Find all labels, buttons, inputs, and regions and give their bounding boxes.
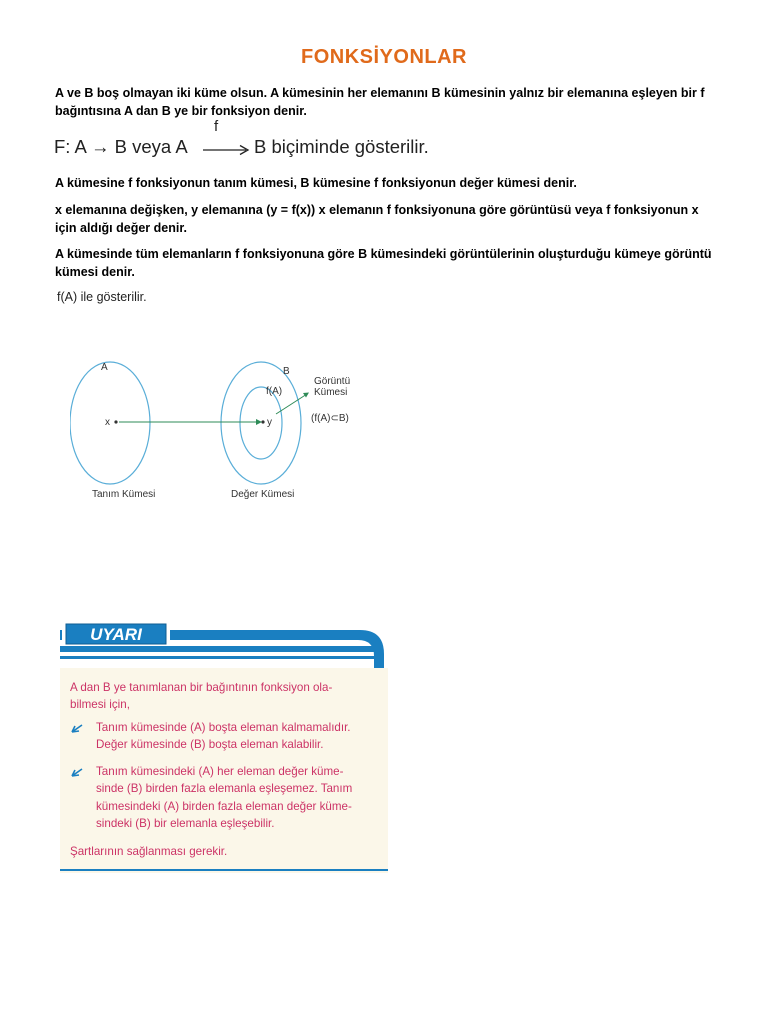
long-arrow-icon [202,144,252,156]
paragraph-variable: x elemanına değişken, y elemanına (y = f(x)) x elemanın f fonksiyonuna göre görüntüsü veya f fonksiyonun x için aldığı değer denir. [55,203,699,235]
set-b-label: B [283,366,290,377]
warning-bottom-rule [60,869,388,871]
set-b-ellipse [221,362,301,484]
image-set-label: f(A) [266,386,283,397]
goruntu-label-line2: Kümesi [314,387,348,398]
paragraph-definition: A ve B boş olmayan iki küme olsun. A kümesinin her elemanını B kümesinin yalnız bir elemanına eşleyen bir f bağıntısına A dan B ye bir fonksiyon denir. [55,86,705,118]
goruntu-pointer-line [276,394,307,414]
check-bullet-icon [71,723,83,735]
warning-intro-line2: bilmesi için, [70,698,130,711]
domain-caption: Tanım Kümesi [92,489,156,500]
x-label: x [105,417,110,428]
set-a-ellipse [70,362,150,484]
warning-intro-line1: A dan B ye tanımlanan bir bağıntının fonksiyon ola- [70,681,333,694]
page-title: FONKSİYONLAR [301,46,467,68]
warning-header [60,618,388,668]
warning-bullet2-line3: kümesindeki (A) birden fazla eleman değer küme- [96,800,352,813]
image-set-ellipse [240,387,282,459]
function-notation [54,118,484,162]
x-point [114,420,117,423]
warning-bullet1-line2: Değer kümesinde (B) boşta eleman kalabilir. [96,738,324,751]
y-label: y [267,417,272,428]
warning-heading: UYARI [90,625,142,644]
image-set-notation: f(A) ile gösterilir. [57,290,147,304]
warning-bullet2-line2: sinde (B) birden fazla elemanla eşleşemez. Tanım [96,782,353,795]
warning-bullet2-line4: sindeki (B) bir elemanla eşleşebilir. [96,817,275,830]
goruntu-pointer-head [303,393,309,398]
warning-box [60,618,388,873]
set-a-label: A [101,362,108,373]
paragraph-domain-codomain: A kümesine f fonksiyonun tanım kümesi, B kümesine f fonksiyonun değer kümesi denir. [55,176,577,190]
warning-closing: Şartlarının sağlanması gerekir. [70,845,228,858]
warning-bullet2-line1: Tanım kümesindeki (A) her eleman değer küme- [96,765,344,778]
check-bullet-icon [71,767,83,779]
mapping-arrowhead [256,419,262,425]
warning-bullet1-line1: Tanım kümesinde (A) boşta eleman kalmamalıdır. [96,721,351,734]
goruntu-label-line1: Görüntü [314,376,351,387]
notation-left: F: A → B veya A [54,136,188,157]
function-diagram [70,356,370,506]
subset-note: (f(A)⊂B) [311,413,349,424]
paragraph-image-set: A kümesinde tüm elemanların f fonksiyonuna göre B kümesindeki görüntülerinin oluşturduğu kümeye görüntü kümesi denir. [55,247,712,279]
notation-right: B biçiminde gösterilir. [254,136,429,157]
notation-arrow-label: f [214,118,219,135]
codomain-caption: Değer Kümesi [231,489,295,500]
